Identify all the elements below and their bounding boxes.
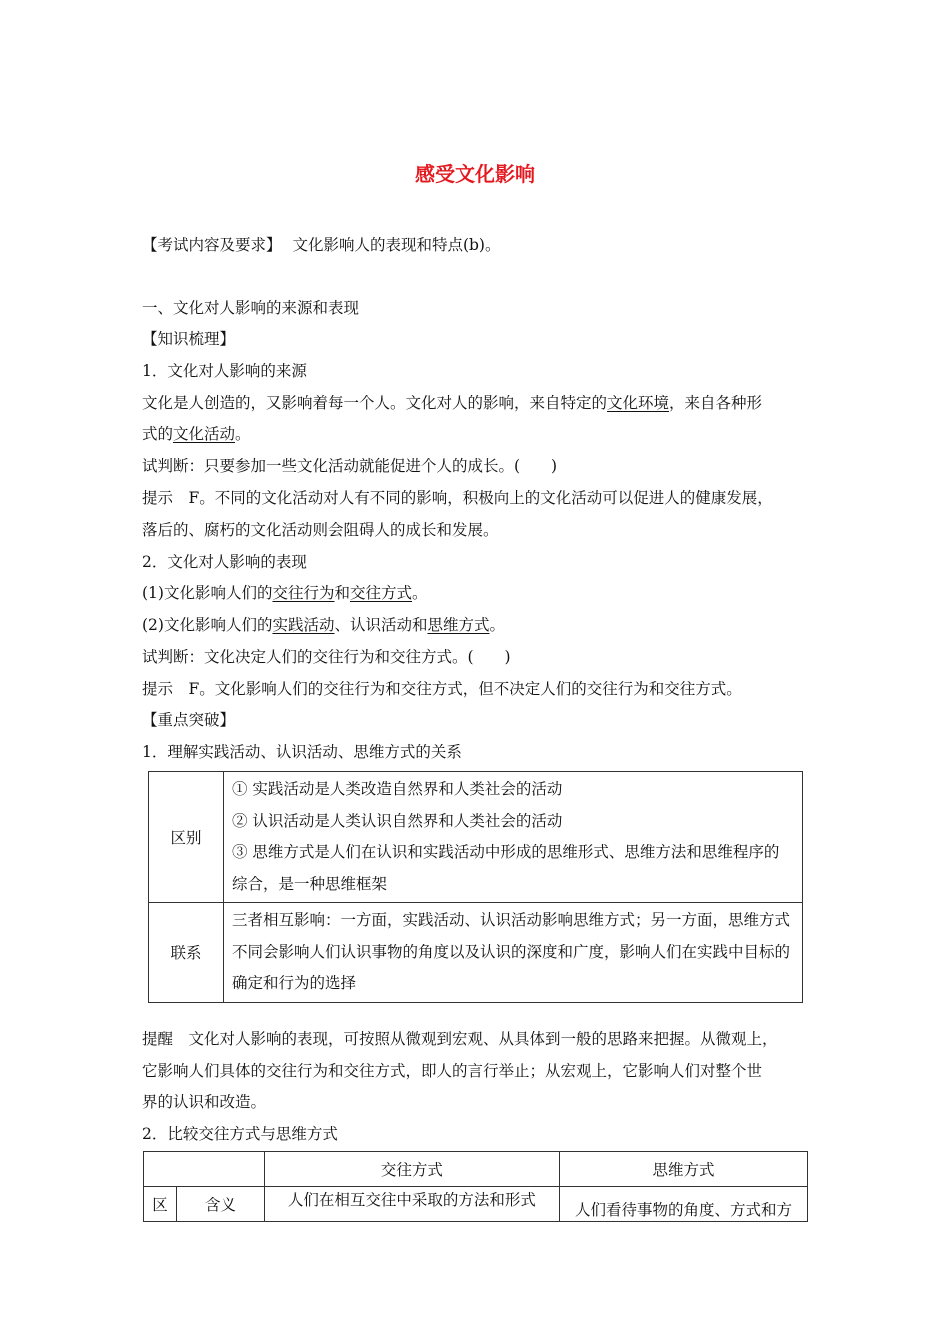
item1-hint-line2: 落后的、腐朽的文化活动则会阻碍人的成长和发展。: [142, 521, 499, 539]
item1-paragraph-line2: [142, 422, 251, 444]
item2-line1: [142, 581, 428, 603]
reminder-line1: 提醒 文化对人影响的表现，可按照从微观到宏观、从具体到一般的思路来把握。从微观上，: [142, 1030, 778, 1048]
row-label-connection: 联系: [149, 903, 224, 1003]
exam-requirement: [142, 233, 500, 255]
table-row: [144, 1187, 808, 1222]
text-span: ，来自各种形: [669, 394, 763, 412]
point2-heading: 2．比较交往方式与思维方式: [142, 1125, 338, 1143]
text-span: 、认识活动和: [334, 616, 428, 634]
difference-line: ② 认识活动是人类认识自然界和人类社会的活动: [232, 811, 563, 830]
point1-heading: 1．理解实践活动、认识活动、思维方式的关系: [142, 743, 462, 761]
comparison-table: [143, 1151, 808, 1222]
item1-heading: 1．文化对人影响的来源: [142, 362, 307, 380]
underlined-answer: 思维方式: [427, 616, 490, 634]
table-cell: 人们在相互交往中采取的方法和形式: [264, 1187, 559, 1222]
column-header: 思维方式: [559, 1152, 807, 1187]
difference-cell: [224, 772, 803, 903]
reminder-line3: 界的认识和改造。: [142, 1093, 267, 1111]
connection-cell: 三者相互影响：一方面，实践活动、认识活动影响思维方式；另一方面，思维方式不同会影响人们认识事物的角度以及认识的深度和广度，影响人们在实践中目标的确定和行为的选择: [224, 903, 803, 1003]
section-heading: 一、文化对人影响的来源和表现: [142, 299, 360, 317]
item1-judge: 试判断：只要参加一些文化活动就能促进个人的成长。( ): [142, 457, 558, 475]
text-span: 。: [412, 584, 428, 602]
relation-table: [148, 771, 803, 1003]
difference-line: ③ 思维方式是人们在认识和实践活动中形成的思维形式、思维方法和思维程序的综合，是一种思维框架: [232, 843, 780, 893]
item2-judge: 试判断：文化决定人们的交往行为和交往方式。( ): [142, 648, 511, 666]
table-cell: 人们看待事物的角度、方式和方: [559, 1187, 807, 1222]
underlined-answer: 文化活动: [173, 425, 236, 443]
item1-paragraph-line1: [142, 391, 762, 413]
empty-header-cell: [144, 1152, 265, 1187]
text-span: 。: [235, 425, 251, 443]
text-span: 和: [334, 584, 350, 602]
text-span: 式的: [142, 425, 174, 443]
underlined-answer: 实践活动: [272, 616, 335, 634]
item2-hint: 提示 F。文化影响人们的交往行为和交往方式，但不决定人们的交往行为和交往方式。: [142, 680, 742, 698]
item2-line2: [142, 613, 505, 635]
text-span: 。: [489, 616, 506, 634]
underlined-answer: 交往行为: [272, 584, 335, 602]
row-label: 含义: [177, 1187, 265, 1222]
knowledge-label: 【知识梳理】: [142, 330, 236, 348]
table-row: [149, 772, 803, 903]
underlined-answer: 文化环境: [607, 394, 670, 412]
requirement-label: 【考试内容及要求】: [142, 236, 282, 254]
page-title: 感受文化影响: [415, 162, 535, 186]
item1-hint-line1: 提示 F。不同的文化活动对人有不同的影响，积极向上的文化活动可以促进人的健康发展，: [142, 489, 773, 507]
difference-line: ① 实践活动是人类改造自然界和人类社会的活动: [232, 780, 563, 798]
row-label-difference: 区别: [149, 772, 224, 903]
key-points-label: 【重点突破】: [142, 711, 236, 729]
requirement-text: 文化影响人的表现和特点(b)。: [292, 236, 501, 254]
row-group-label: 区: [144, 1187, 177, 1222]
table-header-row: [144, 1152, 808, 1187]
text-span: (2)文化影响人们的: [142, 616, 273, 634]
reminder-line2: 它影响人们具体的交往行为和交往方式，即人的言行举止；从宏观上，它影响人们对整个世: [142, 1062, 763, 1080]
column-header: 交往方式: [264, 1152, 559, 1187]
text-span: (1)文化影响人们的: [142, 584, 273, 602]
item2-heading: 2．文化对人影响的表现: [142, 553, 307, 571]
underlined-answer: 交往方式: [350, 584, 413, 602]
text-span: 文化是人创造的，又影响着每一个人。文化对人的影响，来自特定的: [142, 394, 608, 412]
table-row: [149, 903, 803, 1003]
